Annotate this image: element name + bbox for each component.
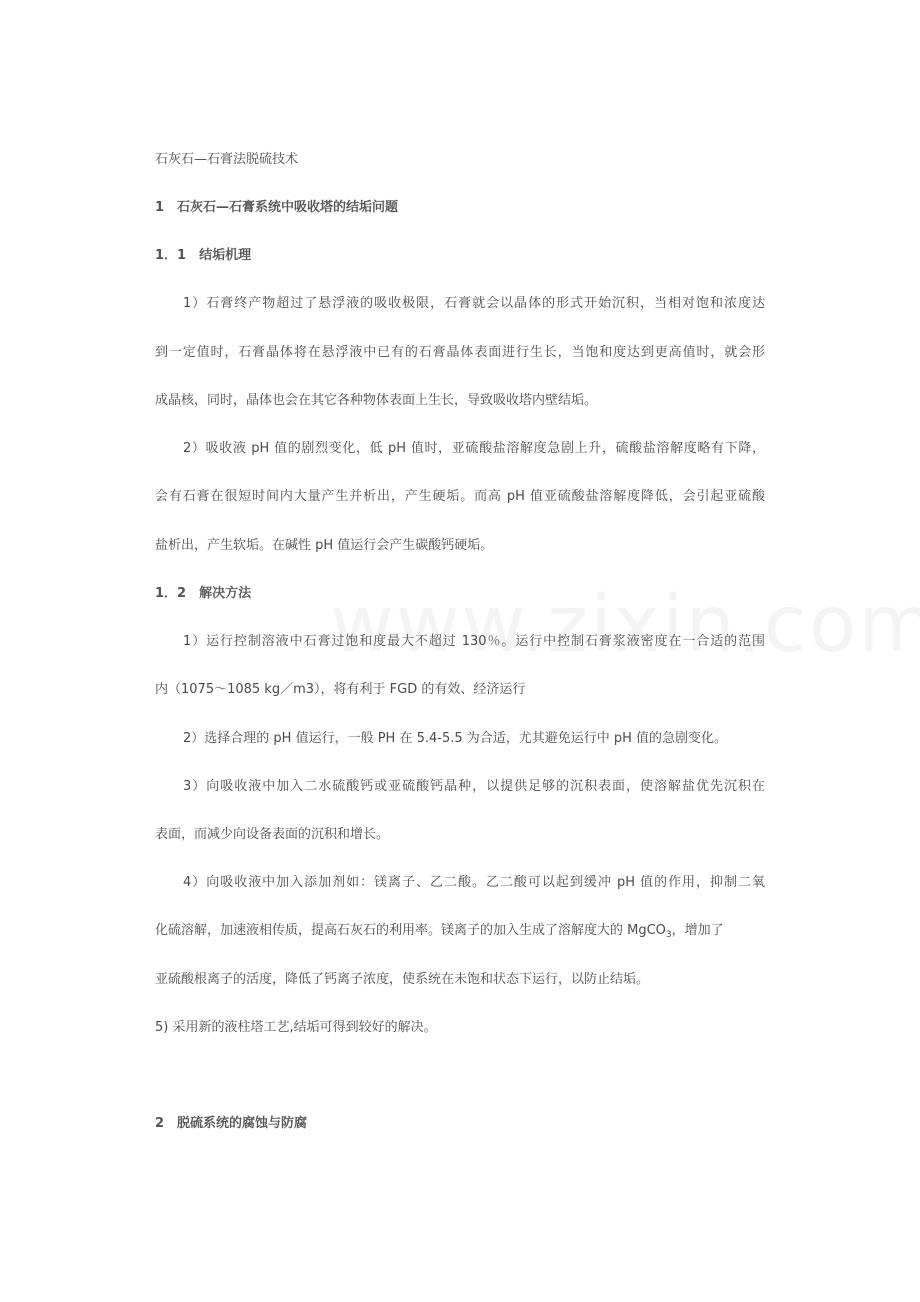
paragraph-line-mgco3 xyxy=(155,922,724,940)
paragraph-line: 4）向吸收液中加入添加剂如：镁离子、乙二酸。乙二酸可以起到缓冲 pH 值的作用，抑制二氧 xyxy=(183,875,765,890)
paragraph-line: 盐析出，产生软垢。在碱性 pH 值运行会产生碳酸钙硬垢。 xyxy=(155,538,494,553)
paragraph-line: 到一定值时，石膏晶体将在悬浮液中已有的石膏晶体表面进行生长，当饱和度达到更高值时，就会形 xyxy=(155,345,765,360)
section-heading-1-1: 1．1 结垢机理 xyxy=(155,248,252,263)
paragraph-line: 1）石膏终产物超过了悬浮液的吸收极限，石膏就会以晶体的形式开始沉积，当相对饱和浓度达 xyxy=(183,296,765,311)
section-heading-2: 2 脱硫系统的腐蚀与防腐 xyxy=(155,1116,308,1131)
watermark xyxy=(330,580,920,670)
paragraph-line: 2）吸收液 pH 值的剧烈变化，低 pH 值时，亚硫酸盐溶解度急剧上升，硫酸盐溶解度略有下降， xyxy=(183,441,765,456)
paragraph-text: 化硫溶解，加速液相传质，提高石灰石的利用率。镁离子的加入生成了溶解度大的 MgCO xyxy=(155,923,666,938)
paragraph-line: 内（1075～1085 kg／m3），将有利于 FGD 的有效、经济运行 xyxy=(155,682,526,697)
paragraph-line: 会有石膏在很短时间内大量产生并析出，产生硬垢。而高 pH 值亚硫酸盐溶解度降低，会引起亚硫酸 xyxy=(155,489,765,504)
paragraph-line: 2）选择合理的 pH 值运行，一般 PH 在 5.4-5.5 为合适，尤其避免运行中 pH 值的急剧变化。 xyxy=(183,731,728,746)
paragraph-line: 成晶核，同时，晶体也会在其它各种物体表面上生长，导致吸收塔内壁结垢。 xyxy=(155,393,598,408)
doc-title: 石灰石—石膏法脱硫技术 xyxy=(155,152,299,167)
paragraph-line: 表面，而减少向设备表面的沉积和增长。 xyxy=(155,827,390,842)
paragraph-line: 3）向吸收液中加入二水硫酸钙或亚硫酸钙晶种，以提供足够的沉积表面，使溶解盐优先沉积在 xyxy=(183,779,765,794)
section-heading-1: 1 石灰石—石膏系统中吸收塔的结垢问题 xyxy=(155,200,399,215)
paragraph-line: 1）运行控制溶液中石膏过饱和度最大不超过 130％。运行中控制石膏浆液密度在一合适的范围 xyxy=(183,634,765,649)
paragraph-line: 亚硫酸根离子的活度，降低了钙离子浓度，使系统在未饱和状态下运行，以防止结垢。 xyxy=(155,972,650,987)
section-heading-1-2: 1．2 解决方法 xyxy=(155,586,252,601)
subscript-3: 3 xyxy=(665,930,672,940)
paragraph-line: 5) 采用新的液柱塔工艺,结垢可得到较好的解决。 xyxy=(155,1020,437,1035)
paragraph-text: ，增加了 xyxy=(671,923,724,938)
